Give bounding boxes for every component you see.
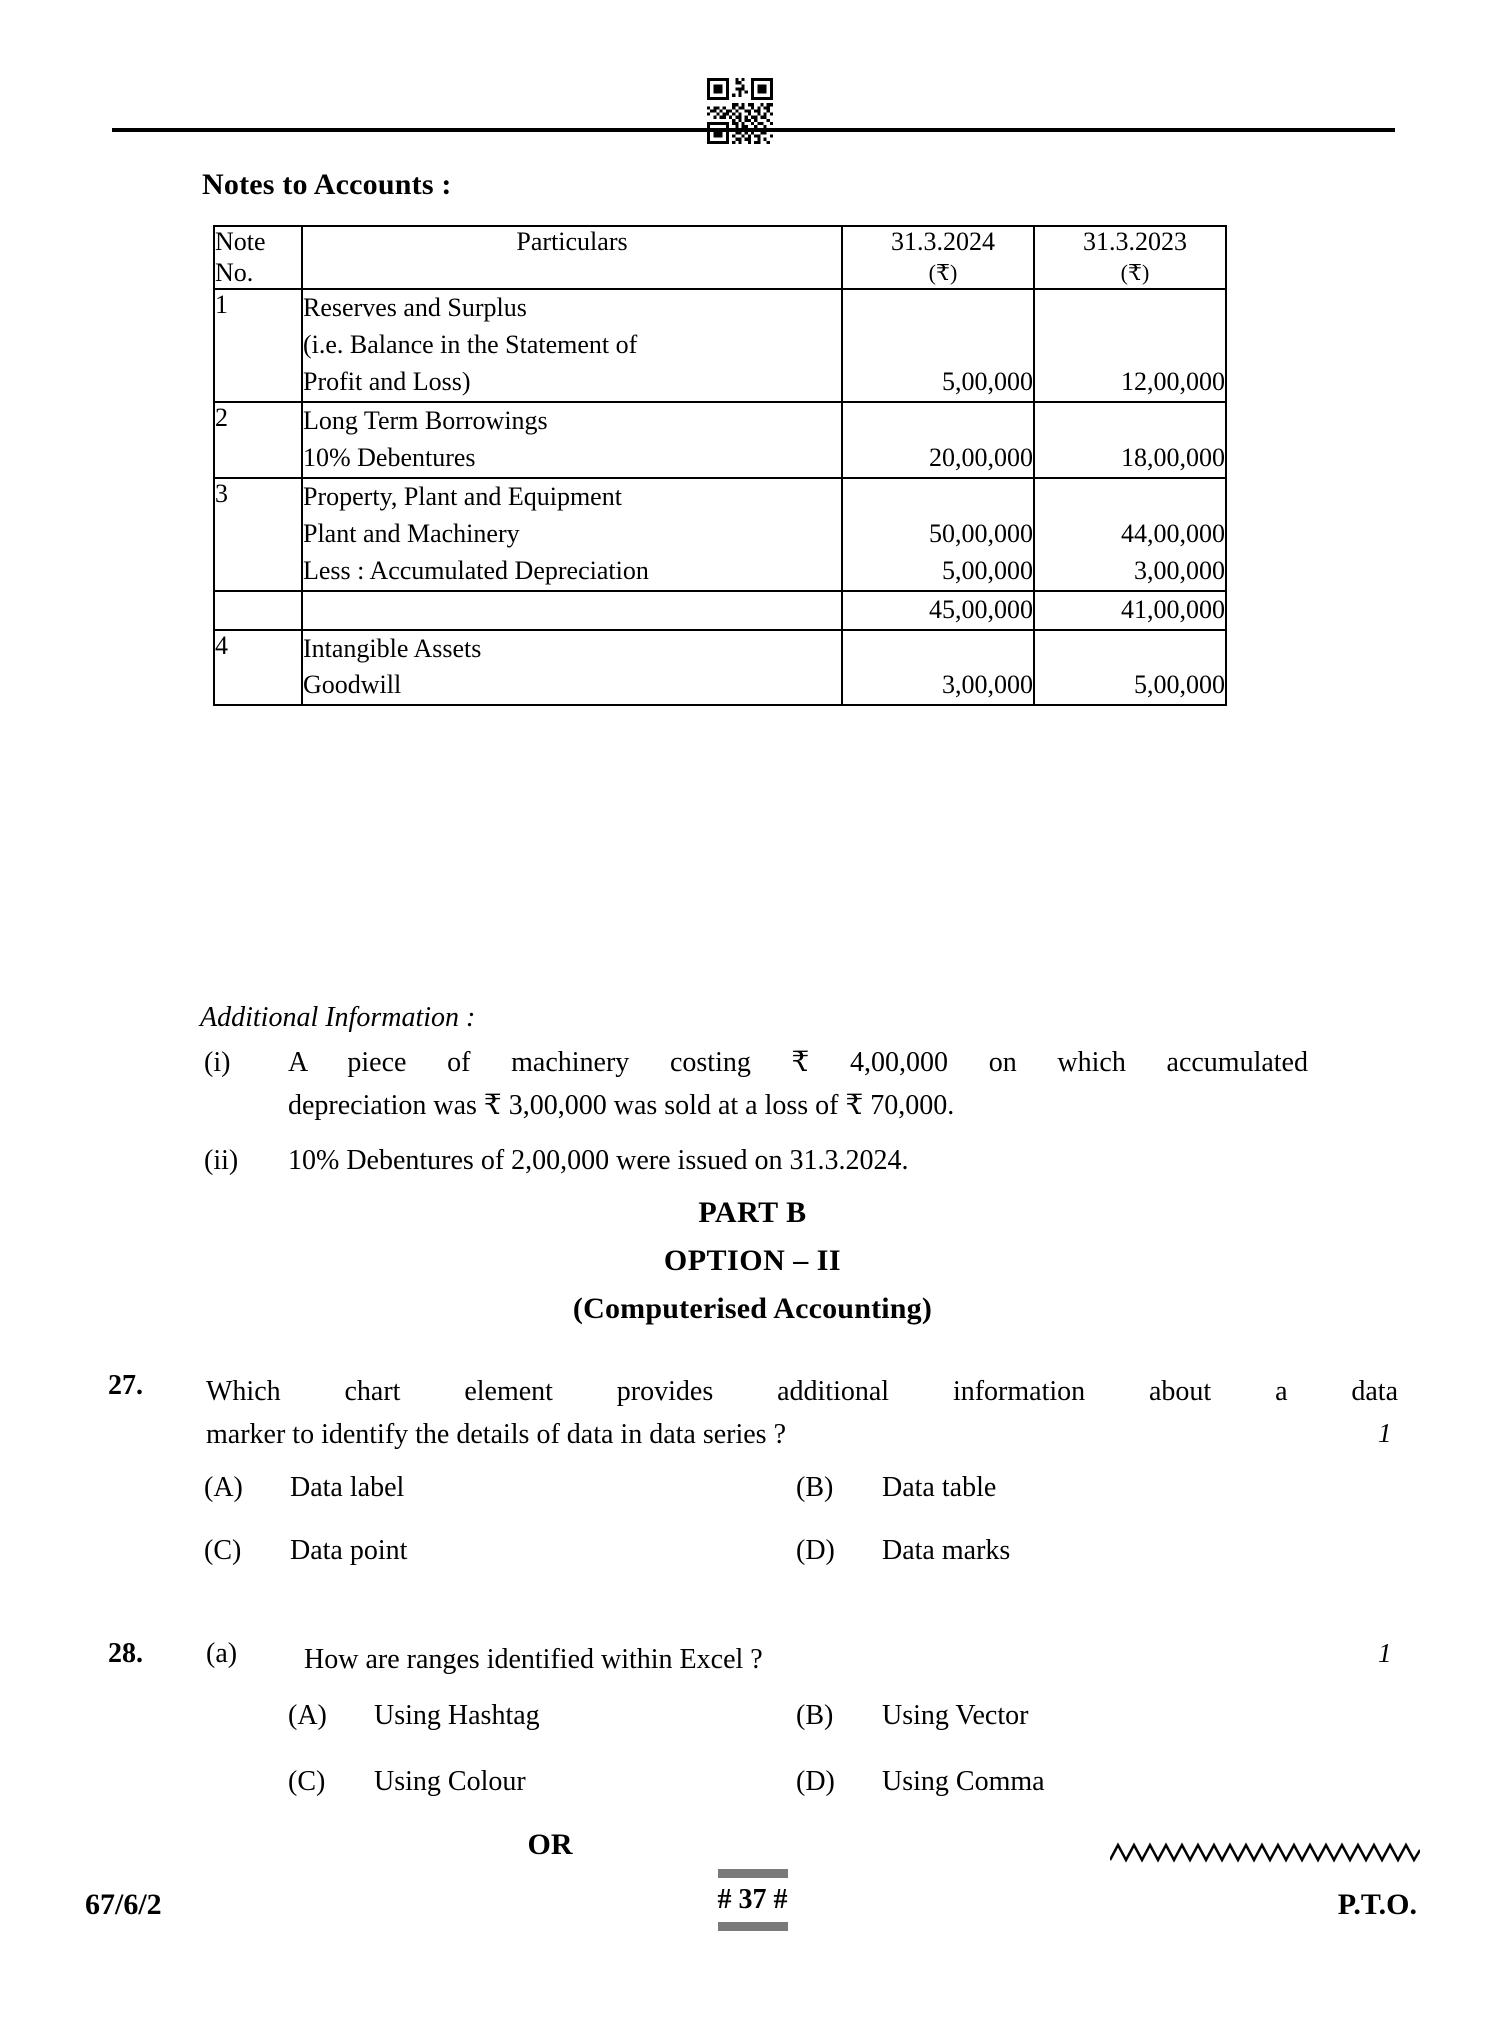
additional-info-item-1 — [204, 1042, 1308, 1127]
option-text: Using Colour — [374, 1766, 526, 1797]
question-28 — [108, 1638, 1398, 1681]
value-line: 3,00,000 — [1134, 555, 1225, 585]
row-particulars — [302, 630, 842, 706]
row-value-2024 — [842, 478, 1034, 591]
notes-to-accounts-table — [213, 225, 1227, 706]
qr-code-icon — [707, 78, 773, 144]
option-text: Data table — [882, 1472, 997, 1503]
part-b-heading: PART B — [698, 1196, 807, 1229]
additional-info-item-2 — [204, 1140, 1308, 1183]
page-marker: # 37 # — [717, 1884, 788, 1915]
year-2023-label: 31.3.2023 — [1083, 227, 1187, 256]
table-row — [214, 289, 1226, 402]
column-header-note-no — [214, 226, 302, 289]
option-b[interactable] — [796, 1472, 996, 1504]
row-value-2024 — [842, 630, 1034, 706]
value-line: 50,00,000 — [929, 518, 1033, 548]
question-line-1: How are ranges identified within Excel ? — [304, 1644, 763, 1675]
value-line: 12,00,000 — [1121, 367, 1225, 397]
value-line: 41,00,000 — [1121, 594, 1225, 624]
row-value-2023 — [1034, 402, 1226, 478]
question-number: 28. — [108, 1638, 143, 1669]
page-marker-bar-bottom — [718, 1922, 788, 1931]
option-tag: (D) — [796, 1535, 835, 1566]
particulars-line: 10% Debentures — [303, 442, 476, 472]
option-tag: (D) — [796, 1766, 835, 1797]
row-particulars — [302, 402, 842, 478]
question-28-marks: 1 — [1378, 1638, 1392, 1668]
pto-label: P.T.O. — [1337, 1888, 1417, 1921]
option-a[interactable] — [288, 1700, 540, 1732]
particulars-line: Less : Accumulated Depreciation — [303, 555, 649, 585]
column-header-year-2023 — [1034, 226, 1226, 289]
row-value-2023 — [1034, 591, 1226, 630]
zigzag-decoration — [1110, 1840, 1420, 1866]
option-text: Using Vector — [882, 1700, 1029, 1731]
option-tag: (B) — [796, 1472, 834, 1503]
row-note-number: 4 — [214, 630, 302, 706]
year-2024-unit: (₹) — [928, 259, 958, 285]
option-heading: OPTION – II — [663, 1244, 842, 1277]
option-text: Data label — [290, 1472, 405, 1503]
value-line: 45,00,000 — [929, 594, 1033, 624]
value-line: 3,00,000 — [942, 670, 1033, 700]
item-line-2: depreciation was ₹ 3,00,000 was sold at a loss of ₹ 70,000. — [288, 1089, 955, 1121]
question-line-1: Which chart element provides additional information about a data — [206, 1376, 1398, 1407]
question-sub-label: (a) — [206, 1638, 238, 1669]
notes-to-accounts-title: Notes to Accounts : — [202, 168, 452, 201]
item-line-1: A piece of machinery costing ₹ 4,00,000 on which accumulated — [288, 1047, 1308, 1078]
table-row — [214, 478, 1226, 591]
particulars-line: (i.e. Balance in the Statement of — [303, 330, 638, 360]
option-b[interactable] — [796, 1700, 1028, 1732]
paper-code: 67/6/2 — [85, 1888, 162, 1921]
value-line: 5,00,000 — [942, 555, 1033, 585]
row-note-number: 2 — [214, 402, 302, 478]
question-number: 27. — [108, 1370, 143, 1401]
particulars-line: Plant and Machinery — [303, 518, 520, 548]
row-value-2023 — [1034, 630, 1226, 706]
question-27-marks: 1 — [1378, 1418, 1392, 1448]
item-marker: (i) — [204, 1047, 231, 1078]
value-line: 5,00,000 — [942, 367, 1033, 397]
option-text: Data marks — [882, 1535, 1011, 1566]
row-value-2024 — [842, 402, 1034, 478]
particulars-line: Reserves and Surplus — [303, 293, 527, 323]
item-marker: (ii) — [204, 1145, 239, 1176]
option-tag: (C) — [204, 1535, 242, 1566]
option-tag: (B) — [796, 1700, 834, 1731]
option-text: Using Hashtag — [374, 1700, 540, 1731]
table-row — [214, 402, 1226, 478]
row-particulars — [302, 591, 842, 630]
page-marker-bar-top — [718, 1869, 788, 1878]
option-text: Using Comma — [882, 1766, 1045, 1797]
option-c[interactable] — [288, 1766, 526, 1798]
row-value-2023 — [1034, 289, 1226, 402]
note-no-line-1: Note — [215, 227, 266, 256]
or-label: OR — [527, 1828, 573, 1861]
year-2023-unit: (₹) — [1120, 259, 1150, 285]
row-note-number — [214, 591, 302, 630]
option-d[interactable] — [796, 1535, 1010, 1567]
value-line: 44,00,000 — [1121, 518, 1225, 548]
year-2024-label: 31.3.2024 — [891, 227, 995, 256]
option-text: Data point — [290, 1535, 408, 1566]
table-row-subtotal — [214, 591, 1226, 630]
value-line: 20,00,000 — [929, 442, 1033, 472]
particulars-line: Goodwill — [303, 670, 402, 700]
column-header-particulars: Particulars — [302, 226, 842, 289]
table-row — [214, 630, 1226, 706]
row-value-2024 — [842, 289, 1034, 402]
row-note-number: 3 — [214, 478, 302, 591]
subject-heading: (Computerised Accounting) — [572, 1292, 933, 1325]
row-value-2023 — [1034, 478, 1226, 591]
option-tag: (C) — [288, 1766, 326, 1797]
value-line: 18,00,000 — [1121, 442, 1225, 472]
particulars-line: Intangible Assets — [303, 633, 482, 663]
particulars-line: Property, Plant and Equipment — [303, 481, 622, 511]
item-line-1: 10% Debentures of 2,00,000 were issued on 31.3.2024. — [288, 1145, 909, 1176]
header-divider — [112, 128, 1395, 132]
option-tag: (A) — [288, 1700, 327, 1731]
particulars-line: Profit and Loss) — [303, 367, 471, 397]
row-value-2024 — [842, 591, 1034, 630]
note-no-line-2: No. — [215, 257, 254, 287]
row-particulars — [302, 478, 842, 591]
option-tag: (A) — [204, 1472, 243, 1503]
particulars-line: Long Term Borrowings — [303, 406, 548, 436]
table-header-row — [214, 226, 1226, 289]
option-d[interactable] — [796, 1766, 1045, 1798]
question-line-2: marker to identify the details of data in data series ? — [206, 1419, 787, 1451]
option-c[interactable] — [204, 1535, 407, 1567]
value-line: 5,00,000 — [1134, 670, 1225, 700]
row-note-number: 1 — [214, 289, 302, 402]
additional-information-title: Additional Information : — [200, 1002, 476, 1033]
column-header-year-2024 — [842, 226, 1034, 289]
row-particulars — [302, 289, 842, 402]
question-27 — [108, 1370, 1398, 1456]
option-a[interactable] — [204, 1472, 404, 1504]
